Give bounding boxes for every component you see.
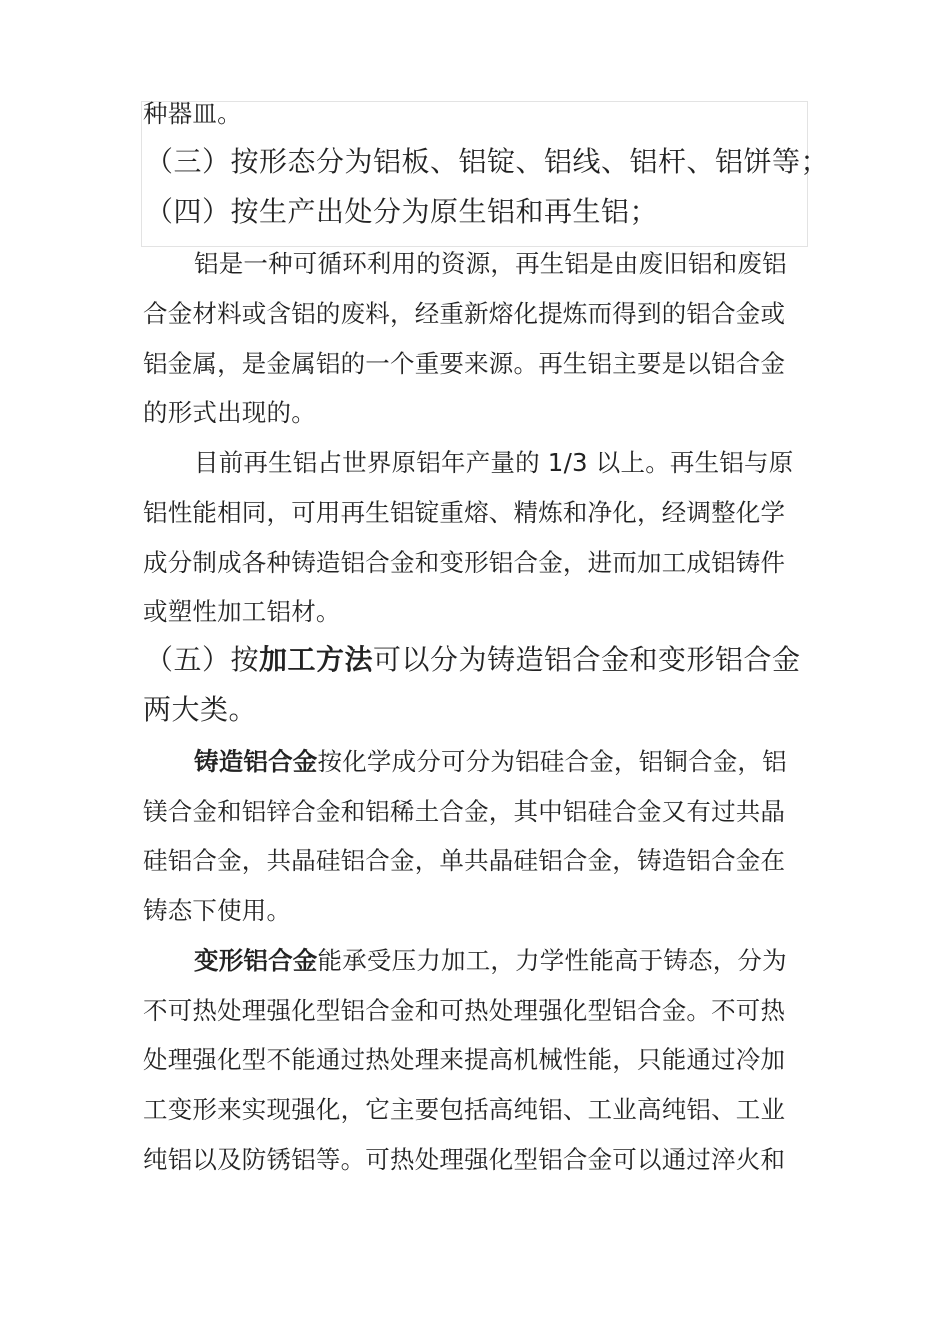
paragraph-text: 按化学成分可分为铝硅合金，铝铜合金，铝 [317, 747, 787, 776]
heading-item-4: （四）按生产出处分为原生铝和再生铝； [145, 195, 659, 228]
paragraph-line [194, 945, 787, 977]
term-wrought-alloy: 变形铝合金 [194, 946, 318, 975]
heading-item-5-line2: 两大类。 [143, 693, 258, 726]
paragraph-line: 合金材料或含铝的废料，经重新熔化提炼而得到的铝合金或 [143, 299, 786, 328]
term-cast-alloy: 铸造铝合金 [194, 747, 318, 776]
heading-item-5-bold: 加工方法 [259, 643, 374, 676]
paragraph-line: 不可热处理强化型铝合金和可热处理强化型铝合金。不可热 [143, 996, 786, 1025]
paragraph-line [194, 746, 787, 778]
paragraph-line: 纯铝以及防锈铝等。可热处理强化型铝合金可以通过淬火和 [143, 1145, 786, 1174]
paragraph-line: 铝是一种可循环利用的资源，再生铝是由废旧铝和废铝 [194, 249, 787, 278]
paragraph-line: 硅铝合金，共晶硅铝合金，单共晶硅铝合金，铸造铝合金在 [143, 846, 786, 875]
heading-item-5-suffix: 可以分为铸造铝合金和变形铝合金 [373, 643, 801, 676]
paragraph-line: 铝金属，是金属铝的一个重要来源。再生铝主要是以铝合金 [143, 349, 786, 378]
heading-item-5-prefix: （五）按 [145, 643, 260, 676]
paragraph-line: 铝性能相同，可用再生铝锭重熔、精炼和净化，经调整化学 [143, 498, 786, 527]
paragraph-line: 工变形来实现强化，它主要包括高纯铝、工业高纯铝、工业 [143, 1095, 786, 1124]
heading-item-3: （三）按形态分为铝板、铝锭、铝线、铝杆、铝饼等； [145, 145, 830, 178]
paragraph-tail: 种器皿。 [143, 99, 242, 128]
heading-item-5 [145, 642, 801, 678]
paragraph-line: 或塑性加工铝材。 [143, 597, 341, 626]
paragraph-line: 镁合金和铝锌合金和铝稀土合金，其中铝硅合金又有过共晶 [143, 797, 786, 826]
paragraph-line: 处理强化型不能通过热处理来提高机械性能，只能通过冷加 [143, 1045, 786, 1074]
paragraph-line: 目前再生铝占世界原铝年产量的 1/3 以上。再生铝与原 [194, 448, 794, 477]
paragraph-line: 成分制成各种铸造铝合金和变形铝合金，进而加工成铝铸件 [143, 548, 786, 577]
paragraph-line: 铸态下使用。 [143, 896, 292, 925]
paragraph-line: 的形式出现的。 [143, 398, 316, 427]
paragraph-text: 能承受压力加工，力学性能高于铸态，分为 [317, 946, 787, 975]
